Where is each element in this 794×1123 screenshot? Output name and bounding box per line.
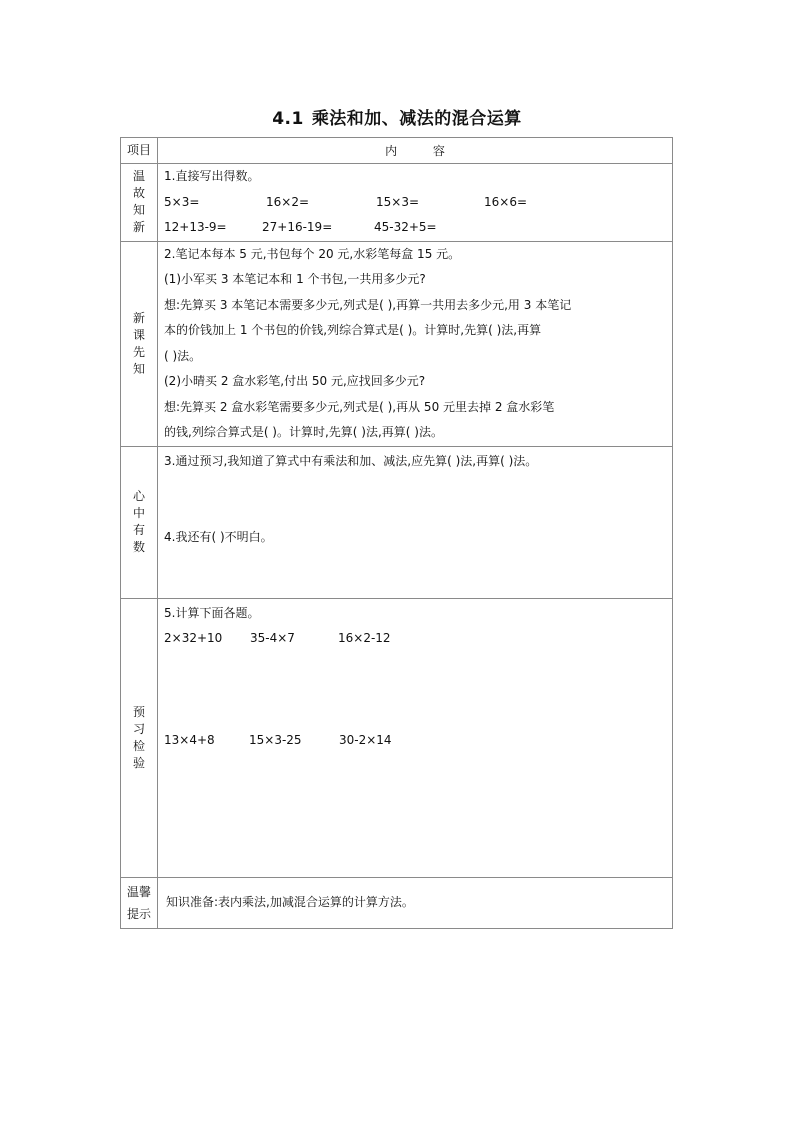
section-content-new-lesson bbox=[158, 241, 673, 446]
label-char: 提示 bbox=[126, 906, 151, 921]
q2-line: 想:先算买 3 本笔记本需要多少元,列式是( ),再算一共用去多少元,用 3 本笔记 bbox=[164, 297, 572, 312]
section-reflection bbox=[121, 446, 673, 598]
q1-item: 16×2= bbox=[266, 194, 310, 209]
section-content-review bbox=[158, 164, 673, 242]
q5-row-2 bbox=[164, 728, 664, 754]
section-label-new-lesson bbox=[121, 241, 158, 446]
worksheet-table bbox=[120, 137, 673, 929]
section-review bbox=[121, 164, 673, 242]
label-char: 新 bbox=[132, 310, 145, 325]
section-label-reflection bbox=[121, 446, 158, 598]
header-content-char-1: 内 bbox=[385, 144, 398, 158]
q5-row-1 bbox=[164, 626, 664, 652]
q1-item: 27+16-19= bbox=[262, 220, 333, 234]
q2-line: 本的价钱加上 1 个书包的价钱,列综合算式是( )。计算时,先算( )法,再算 bbox=[164, 323, 542, 337]
q2-line: ( )法。 bbox=[164, 348, 202, 363]
q1-row-2 bbox=[164, 215, 664, 241]
label-char: 有 bbox=[132, 523, 145, 537]
q5-item: 35-4×7 bbox=[250, 631, 295, 645]
label-char: 先 bbox=[132, 344, 145, 359]
label-char: 预 bbox=[132, 704, 145, 719]
label-char: 温馨 bbox=[126, 884, 151, 899]
label-char: 故 bbox=[132, 186, 145, 201]
question-5-heading: 5.计算下面各题。 bbox=[164, 605, 260, 620]
label-char: 课 bbox=[132, 327, 145, 342]
section-tips bbox=[121, 877, 673, 928]
q5-item: 2×32+10 bbox=[164, 631, 223, 645]
section-new-lesson bbox=[121, 241, 673, 446]
q5-item: 15×3-25 bbox=[249, 732, 302, 747]
q1-item: 12+13-9= bbox=[164, 220, 227, 234]
q2-line: 的钱,列综合算式是( )。计算时,先算( )法,再算( )法。 bbox=[164, 425, 443, 439]
label-char: 习 bbox=[132, 721, 145, 736]
question-4: 4.我还有( )不明白。 bbox=[164, 530, 273, 544]
q2-line: (2)小晴买 2 盒水彩笔,付出 50 元,应找回多少元? bbox=[164, 374, 426, 388]
section-content-tips bbox=[158, 877, 673, 928]
question-1-heading: 1.直接写出得数。 bbox=[164, 169, 260, 183]
q1-item: 45-32+5= bbox=[374, 220, 437, 234]
q5-item: 16×2-12 bbox=[338, 631, 391, 645]
q5-item: 30-2×14 bbox=[339, 732, 392, 747]
header-item: 项目 bbox=[121, 138, 158, 164]
section-content-reflection bbox=[158, 446, 673, 598]
q5-item: 13×4+8 bbox=[164, 732, 215, 747]
tips-text: 知识准备:表内乘法,加减混合运算的计算方法。 bbox=[166, 894, 414, 909]
q2-line: 想:先算买 2 盒水彩笔需要多少元,列式是( ),再从 50 元里去掉 2 盒水彩笔 bbox=[164, 399, 555, 414]
q1-item: 16×6= bbox=[484, 194, 528, 209]
section-label-preview-check bbox=[121, 598, 158, 877]
section-label-review bbox=[121, 164, 158, 242]
label-char: 知 bbox=[132, 361, 145, 376]
section-preview-check bbox=[121, 598, 673, 877]
title-text: 乘法和加、减法的混合运算 bbox=[311, 109, 522, 129]
label-char: 中 bbox=[132, 506, 145, 520]
q1-row-1 bbox=[164, 190, 664, 216]
q2-line: (1)小军买 3 本笔记本和 1 个书包,一共用多少元? bbox=[164, 272, 426, 286]
label-char: 新 bbox=[132, 220, 145, 235]
header-content-char-2: 容 bbox=[432, 144, 445, 158]
label-char: 检 bbox=[132, 738, 145, 753]
q1-item: 15×3= bbox=[376, 194, 420, 209]
q1-item: 5×3= bbox=[164, 194, 200, 209]
section-label-tips bbox=[121, 877, 158, 928]
label-char: 知 bbox=[132, 203, 145, 218]
page-title bbox=[0, 104, 794, 129]
header-content bbox=[158, 138, 673, 164]
q2-line: 2.笔记本每本 5 元,书包每个 20 元,水彩笔每盒 15 元。 bbox=[164, 246, 461, 261]
label-char: 验 bbox=[132, 755, 145, 770]
title-number: 4.1 bbox=[272, 109, 304, 129]
label-char: 心 bbox=[132, 489, 145, 503]
label-char: 温 bbox=[132, 169, 145, 184]
table-header-row bbox=[121, 138, 673, 164]
question-3: 3.通过预习,我知道了算式中有乘法和加、减法,应先算( )法,再算( )法。 bbox=[164, 453, 538, 468]
section-content-preview-check bbox=[158, 598, 673, 877]
label-char: 数 bbox=[132, 540, 145, 554]
